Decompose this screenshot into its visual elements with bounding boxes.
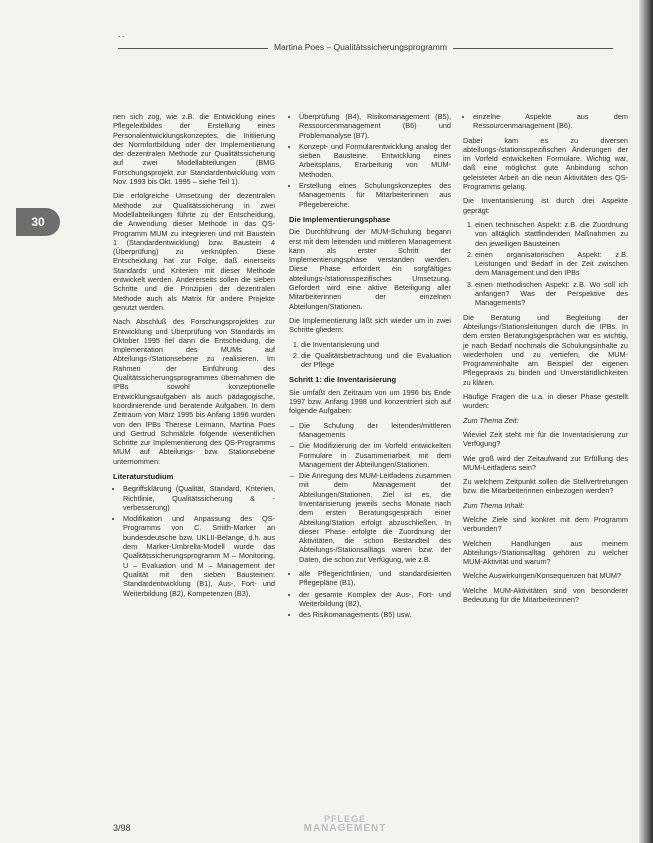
bullet-list	[289, 569, 451, 619]
paragraph: Die erfolgreiche Umsetzung der dezentralen Methode zur Qualitätssicherung in zwei Modellabteilungen führte zu der Entscheidung, die Anwendung dieser Methode in das QS-Programm MUM zu integrieren und mit Baustein 1 (Standardentwicklung) bzw. Baustein 4 (Überprüfung) zu verknüpfen. Diese Entscheidung hat zur Folge, daß einerseits Standards und Kriterien mit dieser Methode entwickelt werden. Andererseits sollen die sieben Schritte und die Prinzipien der dezentralen Methode auch als Matrix für andere Projekte genutzt werden.	[113, 191, 275, 312]
list-item: • der gesamte Komplex der Aus-, Fort- und Weiterbildung (B2),	[299, 590, 451, 609]
list-item: • Erstellung eines Schulungskonzeptes des Managements für Mitarbeiterinnen aus Pflegebereiche.	[299, 181, 451, 209]
list-item: 2. die Qualitätsbetrachtung und die Evaluation der Pflege	[301, 351, 451, 370]
paragraph: Nach Abschluß des Forschungsprojektes zur Entwicklung und Überprüfung von Standards im Oktober 1995 fiel dann die Entscheidung, die Implementation des MUMs auf Abteilungs-/Stationsebene zu realisieren. Im Rahmen der Einführung des Qualitätssicherungsprogrammes übernahmen die IPBs sowohl konzeptionelle Entwicklungsaufgaben als auch pädagogische, koordinierende und beratende Aufgaben. In dem Zeitraum von März 1995 bis Anfang 1996 wurden von den IPBs Therese Leimann, Martina Poes und Gertrud Schmälzle folgende wesentlichen Schritte zur Implementierung des QS-Programms MUM auf Abteilungs- bzw. Stationsebene unternommen:	[113, 317, 275, 466]
paragraph: Die Durchführung der MUM-Schulung begann erst mit dem leitenden und mittleren Management kann als erster Schritt der Implementierungsphase verstanden werden. Diese Phase erfordert ein sorgfältiges abteilungs-/stationsspezifisches Umsetzung. Gefordert wird eine aktive Beteiligung aller Mitarbeiterinnen der einzelnen Abteilungen/Stationen.	[289, 227, 451, 311]
running-header	[118, 34, 613, 54]
journal-logo	[275, 815, 415, 833]
paragraph: Die Implementierung läßt sich wieder um in zwei Schritte gliedern:	[289, 315, 451, 335]
list-item: • alle Pflegerichtlinien, und standardisierten Pflegepläne (B1),	[299, 569, 451, 588]
paragraph: Häufige Fragen die u.a. in dieser Phase gestellt wurden:	[463, 392, 628, 411]
page-number: 3/98	[113, 823, 131, 833]
list-item: 1. einen technischen Aspekt: z.B. die Zuordnung von alltäglich stattfindenden Maßnahmen zu den jeweiligen Bausteinen	[475, 220, 628, 248]
list-item: – Die Modifizierung der im Vorfeld entwickelten Formulare in Zusammenarbeit mit dem Management der Abteilungen/Stationen.	[299, 441, 451, 469]
numbered-list	[463, 220, 628, 308]
question: Zu welchem Zeitpunkt sollen die Stellvertretungen bzw. die Mitarbeiterinnen einbezogen werden?	[463, 477, 628, 496]
paragraph: Dabei kam es zu diversen abteilungs-/stationsspezifischen Änderungen der im Vorfeld entwickelten Formulare. Wichtig war, daß eine möglichst gute Anbindung schon geleisteter Arbeit an die neun Aktivitäten des QS-Programms gelang.	[463, 135, 628, 192]
list-item: – Die Schulung der leitenden/mittleren Managements	[299, 421, 451, 440]
section-heading: Schritt 1: die Inventarisierung	[289, 375, 397, 385]
text-column-1	[113, 112, 275, 603]
running-head-text: Martina Poes – Qualitätssicherungsprogramm	[268, 42, 453, 52]
bullet-list	[289, 112, 451, 209]
dash-list	[289, 421, 451, 564]
text-column-3	[463, 112, 628, 609]
list-item: • einzelne Aspekte aus dem Ressourcenmanagement (B6).	[473, 112, 628, 131]
question: Welchen Handlungen aus meinem Abteilungs-/Stationsalltag gehören zu welcher MUM-Aktivität und warum?	[463, 538, 628, 567]
paragraph: Die Inventarisierung ist durch drei Aspekte geprägt:	[463, 196, 628, 215]
bullet-list	[113, 484, 275, 598]
list-item: 1. die Inventarisierung und	[301, 340, 451, 349]
paragraph: Die Beratung und Begleitung der Abteilungs-/Stationsleitungen durch die IPBs. In dem ersten Beratungsgesprächen war es wichtig, je nach Bedarf nochmals die Schulungsinhalte zu wiederholen und zu vertiefen, die MUM-Programminhalte am Beispiel der eigenen Pflegepraxis zu binden und Unverständlichkeiten zu klären.	[463, 312, 628, 387]
question-heading-text: Zum Thema Zeit:	[463, 415, 519, 425]
question: Wieviel Zeit steht mir für die Inventarisierung zur Verfügung?	[463, 429, 628, 449]
list-item: 3. einen methodischen Aspekt: z.B. Wo soll ich anfangen? Was der Perspektive des Managements?	[475, 280, 628, 308]
page-side-tab: 30	[16, 208, 60, 236]
paragraph: nen sich zog, wie z.B. die Entwicklung eines Pflegeleitbildes der Erstellung eines Personalentwicklungskonzeptes, die Initiierung der Normfortbildung oder der Implementierung der dezentralen Methode zur Qualitätssicherung auf zwei Modellabteilungen (BMG Forschungsprojekt zur Standardentwicklung vom Nov. 1993 bis Okt. 1995 – siehe Teil 1).	[113, 112, 275, 187]
list-item: 2. einen organisatorischen Aspekt: z.B. Leistungen und Bedarf in der Zeit zwischen dem Management und den IPBs	[475, 250, 628, 278]
question-heading-text: Zum Thema Inhalt:	[463, 500, 525, 510]
list-item: – Die Anregung des MUM-Leitfadens zusammen mit dem Management der Abteilungen/Stationen. Ziel ist es, die Inventarisierung jeweils sechs Monate nach dem ersten Beratungsgespräch einer Abteilung/Station erfolgt abzuschließen. In dieser Phase erfolgte die Zuordnung der Aktivitäten, die schon Bestandteil des Abteilungs-/Stationsalltags waren bzw. der Daten, die schon zur Verfügung, wie z.B.	[299, 471, 451, 564]
section-heading: Die Implementierungsphase	[289, 214, 391, 224]
logo-line-2: MANAGEMENT	[303, 823, 387, 834]
question-heading	[463, 501, 628, 510]
numbered-list	[289, 340, 451, 370]
text-column-2	[289, 112, 451, 625]
paragraph: Sie umfaßt den Zeitraum von um 1996 bis Ende 1997 bzw. Anfang 1998 und konzentriert sich auf folgende Aufgaben:	[289, 387, 451, 416]
question: Wie groß wird der Zeitaufwand zur Erfüllung des MUM-Leitfadens sein?	[463, 453, 628, 472]
list-item: • Überprüfung (B4), Risikomanagement (B5), Ressourcenmanagement (B6) und Problemanalyse (B7).	[299, 112, 451, 140]
list-item: • Modifikation und Anpassung des QS-Programms von C. Smith-Marker an bundesdeutsche bzw. UKLII-Belange, d.h. aus dem Marker-Umbrella-Modell wurde das Qualitätssicherungsprogramm M – Monitoring, U – Evaluation und M – Management der Qualität mit den sieben Bausteinen: Standardentwicklung (B1), Aus-, Fort- und Weiterbildung (B2), Kompetenzen (B3),	[123, 514, 275, 598]
list-item: • des Risikomanagements (B5) usw.	[299, 610, 451, 619]
section-heading: Literaturstudium	[113, 471, 174, 481]
bullet-list	[463, 112, 628, 131]
page-edge-shadow	[639, 0, 653, 843]
list-item: • Begriffsklärung (Qualität, Standard, Kriterien, Richtlinie, Qualitätssicherung & -verbesserung)	[123, 484, 275, 512]
list-item: • Konzept- und Formularentwicklung analog der sieben Bausteine. Entwicklung eines Arbeitsplans, Erarbeitung von MUM-Methoden.	[299, 142, 451, 179]
logo-line-1: PFLEGE	[323, 814, 366, 824]
corner-mark: - -	[118, 34, 125, 41]
question: Welche Ziele sind konkret mit dem Programm verbunden?	[463, 514, 628, 534]
question: Welche MUM-Aktivitäten sind von besonderer Bedeutung für die Mitarbeiterinnen?	[463, 585, 628, 605]
question: Welche Auswirkungen/Konsequenzen hat MUM?	[463, 571, 622, 581]
question-heading	[463, 416, 628, 425]
